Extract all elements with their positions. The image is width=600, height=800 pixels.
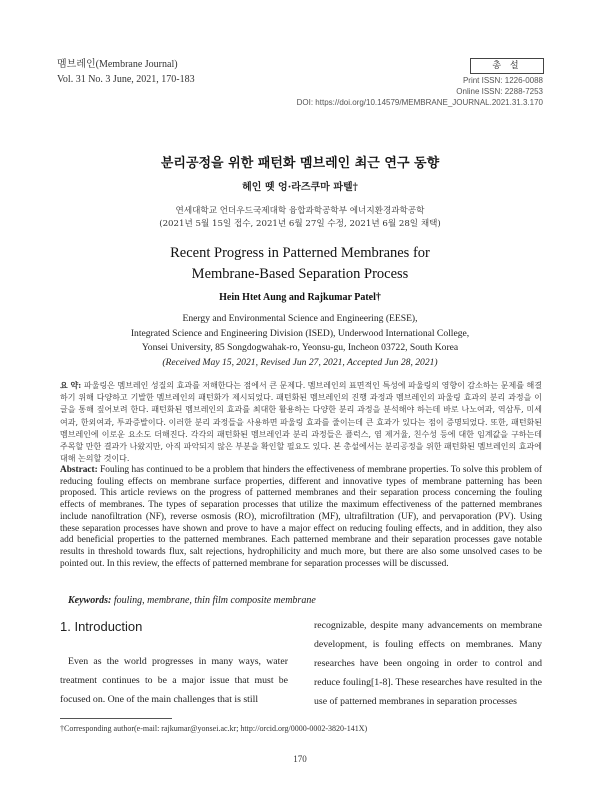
body-right-column: recognizable, despite many advancements on membrane development, is fouling effects on membranes. Many researches have been ongoing in order to control and reduce fouling[1-8]. These researches have resulted in the use of patterned membranes in separation processes	[314, 620, 542, 707]
online-issn: Online ISSN: 2288-7253	[456, 87, 543, 96]
english-affiliation	[0, 312, 600, 370]
section-heading-introduction: 1. Introduction	[60, 619, 143, 634]
print-issn: Print ISSN: 1226-0088	[462, 76, 543, 85]
english-abstract	[60, 465, 542, 570]
footnote-divider	[60, 718, 172, 719]
korean-abstract-label: 요 약:	[60, 380, 84, 390]
english-affiliation-line1: Energy and Environmental Science and Engineering (EESE),	[182, 313, 418, 324]
volume-info: Vol. 31 No. 3 June, 2021, 170-183	[57, 74, 195, 85]
korean-abstract-text: 파울링은 멤브레인 성질의 효과를 저해한다는 점에서 큰 문제다. 멤브레인의 표면적인 특성에 파울링의 영향이 감소하는 문제를 해결하기 위해 다양하고 기발한 멤브레인의 패턴화가 제시되었다. 패턴화된 멤브레인의 진행 과정과 멤브레인의 파울링 효과의 분리 과정을 이 글을 통해 짚어보려 한다. 패턴화된 멤브레인의 효과를 최대한 활용하는 다양한 분리 과정을 분석해야 하는데 바로 나노여과, 역삼투, 미세여과, 한외여과, 투과증발이다. 이러한 분리 과정들을 사용하면 파울링 효과를 줄이는데 큰 효과가 있다는 점이 증명되었다. 또한, 패턴화된 멤브레인에 이로운 요소도 더해진다. 각각의 패턴화된 멤브레인과 분리 과정들은 플럭스, 염 제거율, 친수성 등에 대한 임계값을 구하는데 주목할 만한 결과가 나왔지만, 아직 파악되지 않은 부분을 확인할 필요도 있다. 본 총설에서는 분리공정을 위한 패턴화된 멤브레인의 효과에 대해 논의할 것이다.	[60, 381, 542, 464]
korean-dates: (2021년 5월 15일 접수, 2021년 6월 27일 수정, 2021년 6월 28일 채택)	[159, 219, 441, 229]
korean-affiliation-text: 연세대학교 언더우드국제대학 융합과학공학부 에너지환경과학공학	[175, 206, 425, 216]
korean-affiliation	[0, 205, 600, 231]
english-dates: (Received May 15, 2021, Revised Jun 27, 2021, Accepted Jun 28, 2021)	[162, 356, 438, 368]
korean-title: 분리공정을 위한 패턴화 멤브레인 최근 연구 동향	[160, 156, 440, 171]
keywords-text: fouling, membrane, thin film composite membrane	[113, 595, 316, 606]
english-abstract-text: Fouling has continued to be a problem that hinders the effectiveness of membrane properties. To solve this problem of reducing fouling effects on membrane surface properties, different and innovative types of membrane patterning has been proposed. This article reviews on the progress of patterned membranes and their separation process concerning the fouling effects of membranes. The types of separation processes that utilize the maximum effectiveness of the patterned membranes include nanofiltration (NF), reverse osmosis (RO), microfiltration (MF), ultrafiltration (UF), and pervaporation (PV). Using these separation processes have shown and prove to have a major effect on reducing fouling effects, and in addition, they also add beneficial properties to the patterned membranes. Each patterned membrane and their separation processes gave notable results in threshold towards flux, salt rejections, hydrophilicity and much more, but there are also some unsolved cases to be pointed out. In this review, the effects of patterned membrane for separation processes will be discussed.	[60, 465, 542, 569]
english-abstract-label: Abstract:	[60, 465, 101, 475]
english-affiliation-line3: Yonsei University, 85 Songdogwahak-ro, Yeonsu-gu, Incheon 03722, South Korea	[141, 342, 459, 353]
journal-name: 멤브레인(Membrane Journal)	[57, 59, 178, 70]
korean-abstract	[60, 379, 542, 465]
english-title-line2: Membrane-Based Separation Process	[191, 266, 409, 282]
journal-header	[57, 57, 195, 87]
page-number: 170	[293, 754, 307, 764]
article-type-badge: 총 설	[470, 58, 544, 74]
body-left-column: Even as the world progresses in many ways, water treatment continues to be a major issue that must be focused on. One of the main challenges that is still	[60, 656, 288, 705]
english-affiliation-line2: Integrated Science and Engineering Division (ISED), Underwood International College,	[130, 327, 470, 339]
keywords	[68, 595, 316, 606]
english-title-line1: Recent Progress in Patterned Membranes for	[170, 245, 430, 261]
footnote: †Corresponding author(e-mail: rajkumar@yonsei.ac.kr; http://orcid.org/0000-0002-3820-141X)	[60, 724, 368, 733]
issn-block	[297, 75, 543, 108]
korean-authors: 헤인 뗏 엉·라즈쿠마 파텔†	[242, 182, 358, 193]
doi-link[interactable]: DOI: https://doi.org/10.14579/MEMBRANE_JOURNAL.2021.31.3.170	[296, 98, 543, 107]
english-title	[0, 243, 600, 285]
keywords-label: Keywords:	[68, 595, 114, 606]
english-authors: Hein Htet Aung and Rajkumar Patel†	[219, 292, 381, 303]
